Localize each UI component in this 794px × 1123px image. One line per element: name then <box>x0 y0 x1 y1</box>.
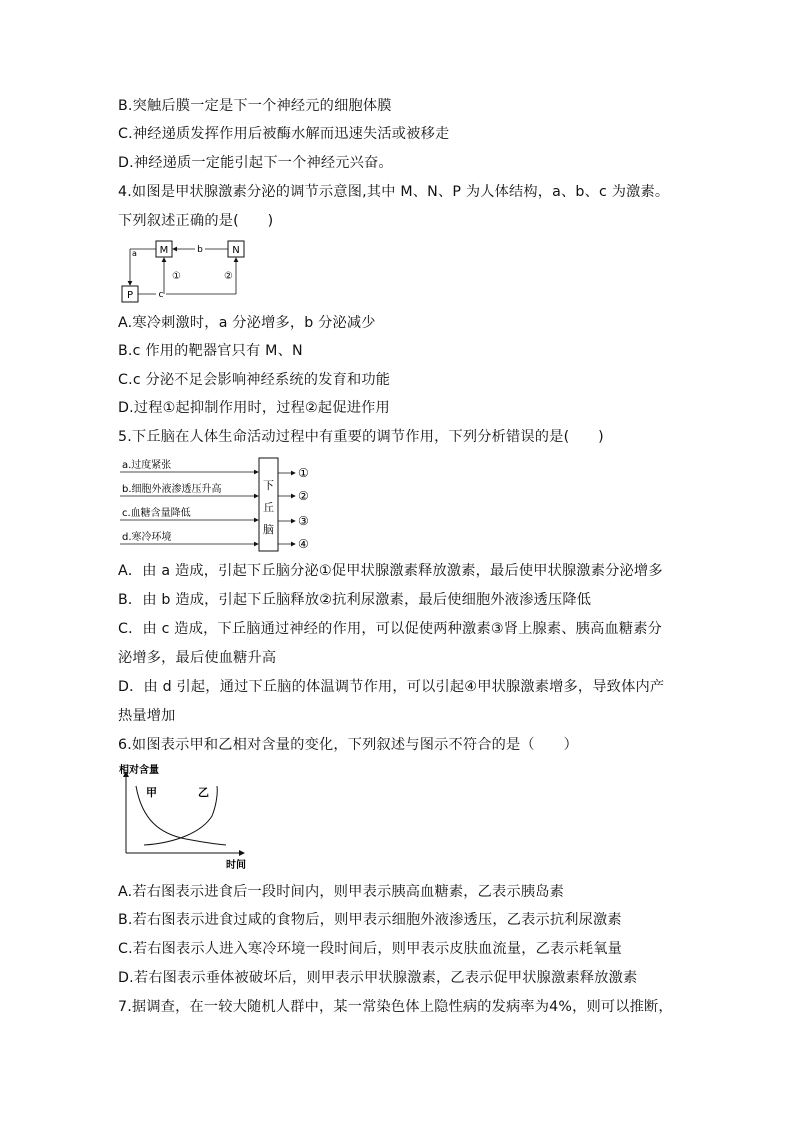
q5-option-b: B．由 b 造成，引起下丘脑释放②抗利尿激素，最后使细胞外液渗透压降低 <box>118 592 592 608</box>
q6-option-c: C.若右图表示人进入寒冷环境一段时间后，则甲表示皮肤血流量，乙表示耗氧量 <box>118 941 622 957</box>
q6-stem: 6.如图表示甲和乙相对含量的变化，下列叙述与图示不符合的是（ ） <box>118 737 578 753</box>
box-char-3: 脑 <box>263 523 274 536</box>
node-p-label: P <box>126 290 134 301</box>
q6-option-d: D.若右图表示垂体被破坏后，则甲表示甲状腺激素，乙表示促甲状腺激素释放激素 <box>118 970 638 986</box>
q4-stem-line1: 4.如图是甲状腺激素分泌的调节示意图,其中 M、N、P 为人体结构，a、b、c 为激素。 <box>118 184 670 200</box>
series-jia-label: 甲 <box>146 786 157 799</box>
q3-option-b: B.突触后膜一定是下一个神经元的细胞体膜 <box>118 98 392 114</box>
label-process-2: ② <box>224 271 233 282</box>
q4-stem-line2: 下列叙述正确的是( ) <box>118 213 274 229</box>
thyroid-regulation-diagram <box>120 236 260 306</box>
q4-option-b: B.c 作用的靶器官只有 M、N <box>118 343 303 359</box>
input-b-label: b.细胞外液渗透压升高 <box>122 484 222 495</box>
q5-option-c-line2: 泌增多，最后使血糖升高 <box>118 650 277 666</box>
label-c: c <box>158 290 164 300</box>
q4-option-d: D.过程①起抑制作用时，过程②起促进作用 <box>118 400 390 416</box>
output-1-label: ① <box>298 466 309 480</box>
node-m-label: M <box>159 245 169 256</box>
q6-option-b: B.若右图表示进食过咸的食物后，则甲表示细胞外液渗透压，乙表示抗利尿激素 <box>118 912 622 928</box>
relative-content-graph <box>116 760 256 872</box>
q4-option-c: C.c 分泌不足会影响神经系统的发育和功能 <box>118 372 391 388</box>
q3-option-d: D.神经递质一定能引起下一个神经元兴奋。 <box>118 155 393 171</box>
q7-stem: 7.据调查，在一较大随机人群中，某一常染色体上隐性病的发病率为4%，则可以推断， <box>118 999 673 1015</box>
q5-option-c-line1: C．由 c 造成，下丘脑通过神经的作用，可以促使两种激素③肾上腺素、胰高血糖素分 <box>118 621 663 637</box>
output-4-label: ④ <box>298 537 309 551</box>
hypothalamus-diagram <box>118 455 328 555</box>
series-yi-label: 乙 <box>198 786 209 799</box>
q3-option-c: C.神经递质发挥作用后被酶水解而迅速失活或被移走 <box>118 126 450 142</box>
input-a-label: a.过度紧张 <box>122 460 172 471</box>
output-3-label: ③ <box>298 514 309 528</box>
input-c-label: c.血糖含量降低 <box>122 508 191 519</box>
x-axis-label: 时间 <box>226 860 246 871</box>
label-b: b <box>197 245 203 255</box>
input-d-label: d.寒冷环境 <box>122 532 172 543</box>
node-n-label: N <box>232 245 240 256</box>
label-a: a <box>132 249 137 258</box>
q6-option-a: A.若右图表示进食后一段时间内，则甲表示胰高血糖素，乙表示胰岛素 <box>118 884 564 900</box>
q5-option-a: A．由 a 造成，引起下丘脑分泌①促甲状腺激素释放激素，最后使甲状腺激素分泌增多 <box>118 563 663 579</box>
label-process-1: ① <box>172 271 181 282</box>
output-2-label: ② <box>298 489 309 503</box>
box-char-2: 丘 <box>263 501 274 514</box>
q5-stem: 5.下丘脑在人体生命活动过程中有重要的调节作用，下列分析错误的是( ) <box>118 429 604 445</box>
y-axis-label: 相对含量 <box>119 765 159 776</box>
box-char-1: 下 <box>263 479 274 492</box>
q5-option-d-line2: 热量增加 <box>118 708 176 724</box>
q4-option-a: A.寒冷刺激时，a 分泌增多，b 分泌减少 <box>118 315 376 331</box>
q5-option-d-line1: D．由 d 引起，通过下丘脑的体温调节作用，可以引起④甲状腺激素增多，导致体内产 <box>118 679 665 695</box>
